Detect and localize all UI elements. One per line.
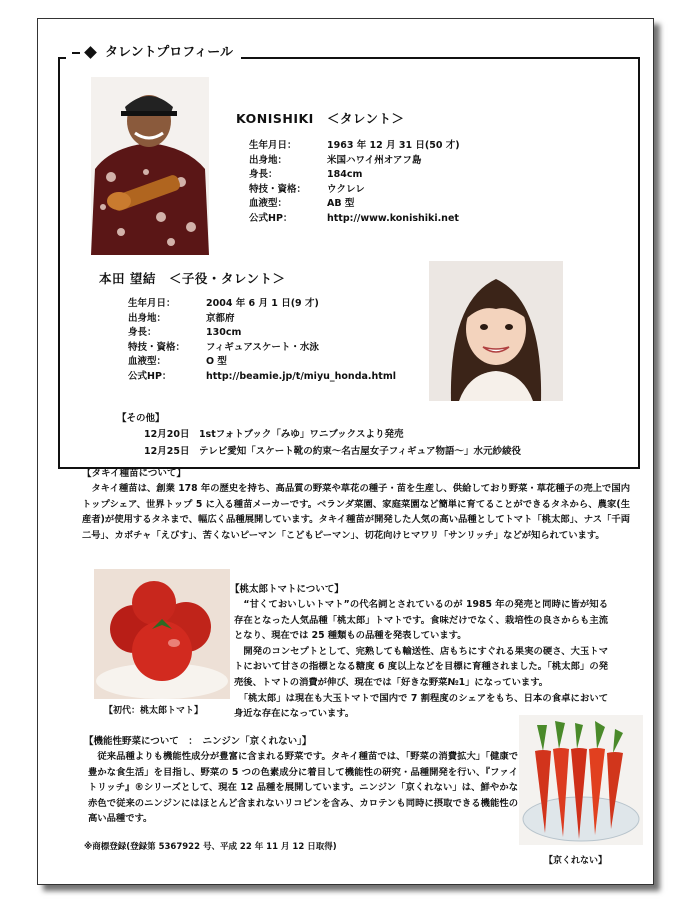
info-row: 公式HP： http://beamie.jp/t/miyu_honda.html <box>128 370 396 382</box>
kyokurenai-text: 従来品種よりも機能性成分が豊富に含まれる野菜です。タキイ種苗では、「野菜の消費拡大」「健康で豊かな食生活」を目指し、野菜の 5 つの色素成分に着目して機能性の研究・品種開発を行い、『ファイトリッチ』®シリーズとして、現在 12 品種を展開しています。ニンジン「京くれない」は、鮮やかな赤色で従来のニンジンにはほとんど含まれないリコピンを含み、カロテンも同時に摂取できる機能性の高い品種です。 <box>88 751 518 825</box>
takii-heading: 【タキイ種苗について】 <box>82 468 186 479</box>
page-sheet <box>37 18 654 885</box>
momotaro-text: “甘くておいしいトマト”の代名詞とされているのが 1985 年の発売と同時に皆が知る存在となった人気品種「桃太郎」トマトです。食味だけでなく、栽培性の良さからも主流となり、現在では 25 種類もの品種を発表しています。 開発のコンセプトとして、完熟しても輸送性、店もちにすぐれる果実の硬さ、大玉トマトにおいて甘さの指標となる糖度 6 度以上などを目標に育種されました。「桃太郎」の発売後、トマトの消費が伸び、現在では「好きな野菜№1」になっています。 「桃太郎」は現在も大玉トマトで国内で 7 割程度のシェアをもち、日本の食卓において身近な存在になっています。 <box>234 599 608 720</box>
profile-box <box>58 57 640 469</box>
info-row: 身長： 184cm <box>249 169 363 181</box>
info-row: 生年月日： 1963 年 12 月 31 日(50 才) <box>249 140 460 151</box>
konishiki-photo <box>91 77 209 255</box>
diamond-icon <box>84 46 97 59</box>
carrot-illustration <box>519 715 643 845</box>
other-line-1: 12月20日 1stフォトブック「みゆ」ワニブックスより発売 <box>144 429 404 440</box>
konishiki-name: KONISHIKI ＜タレント＞ <box>236 111 405 126</box>
info-row: 特技・資格： フィギュアスケート・水泳 <box>128 341 319 353</box>
info-row: 出身地： 京都府 <box>128 312 235 324</box>
momotaro-heading: 【桃太郎トマトについて】 <box>230 584 344 595</box>
info-row: 身長： 130cm <box>128 327 242 339</box>
other-heading: 【その他】 <box>117 413 165 424</box>
takii-text: タキイ種苗は、創業 178 年の歴史を持ち、高品質の野菜や草花の種子・苗を生産し、供給しており野菜・草花種子の売上で国内トップシェア、世界トップ 5 に入る種苗メーカーです。ベランダ菜園、家庭菜園など簡単に育てることができるタネから、農家(生産者)が使用するタネまで、幅広く品種展開しています。タキイ種苗が開発した人気の高い品種としてトマト「桃太郎」、ナス「千両二号」、カボチャ「えびす」、苦くないピーマン「こどもピーマン」、切花向けヒマワリ「サンリッチ」などが知られています。 <box>82 483 630 541</box>
info-row: 血液型： O 型 <box>128 356 227 368</box>
tomato-illustration <box>94 569 230 699</box>
title-dash <box>72 52 80 54</box>
honda-photo <box>429 261 563 401</box>
tomato-caption: 【初代：桃太郎トマト】 <box>104 706 204 716</box>
trademark-note: ※商標登録(登録第 5367922 号、平成 22 年 11 月 12 日取得) <box>84 842 337 852</box>
honda-info <box>128 297 396 385</box>
honda-illustration <box>429 261 563 401</box>
info-row: 公式HP： http://www.konishiki.net <box>249 212 459 224</box>
info-row: 生年月日： 2004 年 6 月 1 日(9 才) <box>128 298 319 309</box>
konishiki-info <box>249 139 460 227</box>
other-line-2: 12月25日 テレビ愛知「スケート靴の約束～名古屋女子フィギュア物語～」水元紗綾役 <box>144 446 521 457</box>
info-row: 出身地： 米国ハワイ州オアフ島 <box>249 154 422 166</box>
konishiki-illustration <box>91 77 209 255</box>
carrot-photo <box>519 715 643 845</box>
info-row: 特技・資格： ウクレレ <box>249 183 365 195</box>
honda-name: 本田 望結 ＜子役・タレント＞ <box>99 271 286 286</box>
tomato-photo <box>94 569 230 699</box>
carrot-caption: 【京くれない】 <box>544 856 608 866</box>
info-row: 血液型： AB 型 <box>249 198 355 210</box>
profile-title: タレントプロフィール <box>66 43 241 63</box>
kyokurenai-heading: 【機能性野菜について ： ニンジン「京くれない」】 <box>84 736 312 747</box>
